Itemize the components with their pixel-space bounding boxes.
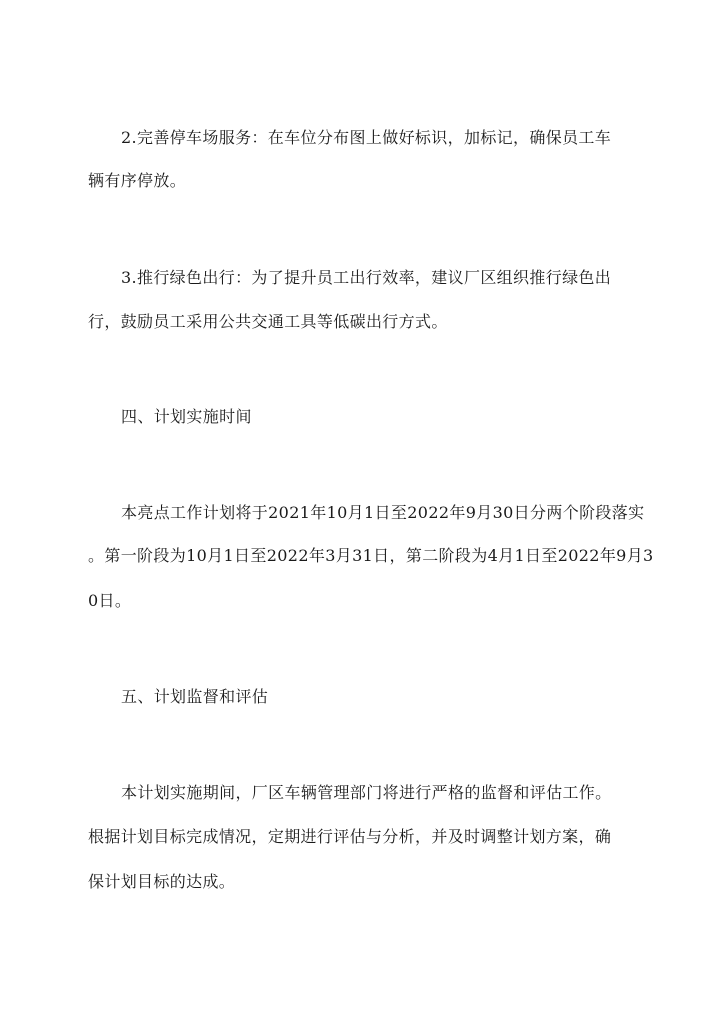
schedule-line-3: 0日。 xyxy=(88,591,132,610)
paragraph-3-line-2: 行，鼓励员工采用公共交通工具等低碳出行方式。 xyxy=(88,312,448,331)
supervision-line-2: 根据计划目标完成情况，定期进行评估与分析，并及时调整计划方案，确 xyxy=(88,827,612,846)
section-heading-4: 四、计划实施时间 xyxy=(121,407,252,426)
paragraph-3-line-1: 3.推行绿色出行：为了提升员工出行效率，建议厂区组织推行绿色出 xyxy=(121,268,612,287)
schedule-line-1: 本亮点工作计划将于2021年10月1日至2022年9月30日分两个阶段落实 xyxy=(121,503,645,522)
section-heading-5: 五、计划监督和评估 xyxy=(121,687,269,706)
paragraph-2-line-2: 辆有序停放。 xyxy=(88,171,187,190)
schedule-line-2: 。第一阶段为10月1日至2022年3月31日，第二阶段为4月1日至2022年9月3 xyxy=(88,546,654,565)
supervision-line-3: 保计划目标的达成。 xyxy=(88,872,236,891)
paragraph-2-line-1: 2.完善停车场服务：在车位分布图上做好标识，加标记，确保员工车 xyxy=(121,128,612,147)
supervision-line-1: 本计划实施期间，厂区车辆管理部门将进行严格的监督和评估工作。 xyxy=(121,783,612,802)
